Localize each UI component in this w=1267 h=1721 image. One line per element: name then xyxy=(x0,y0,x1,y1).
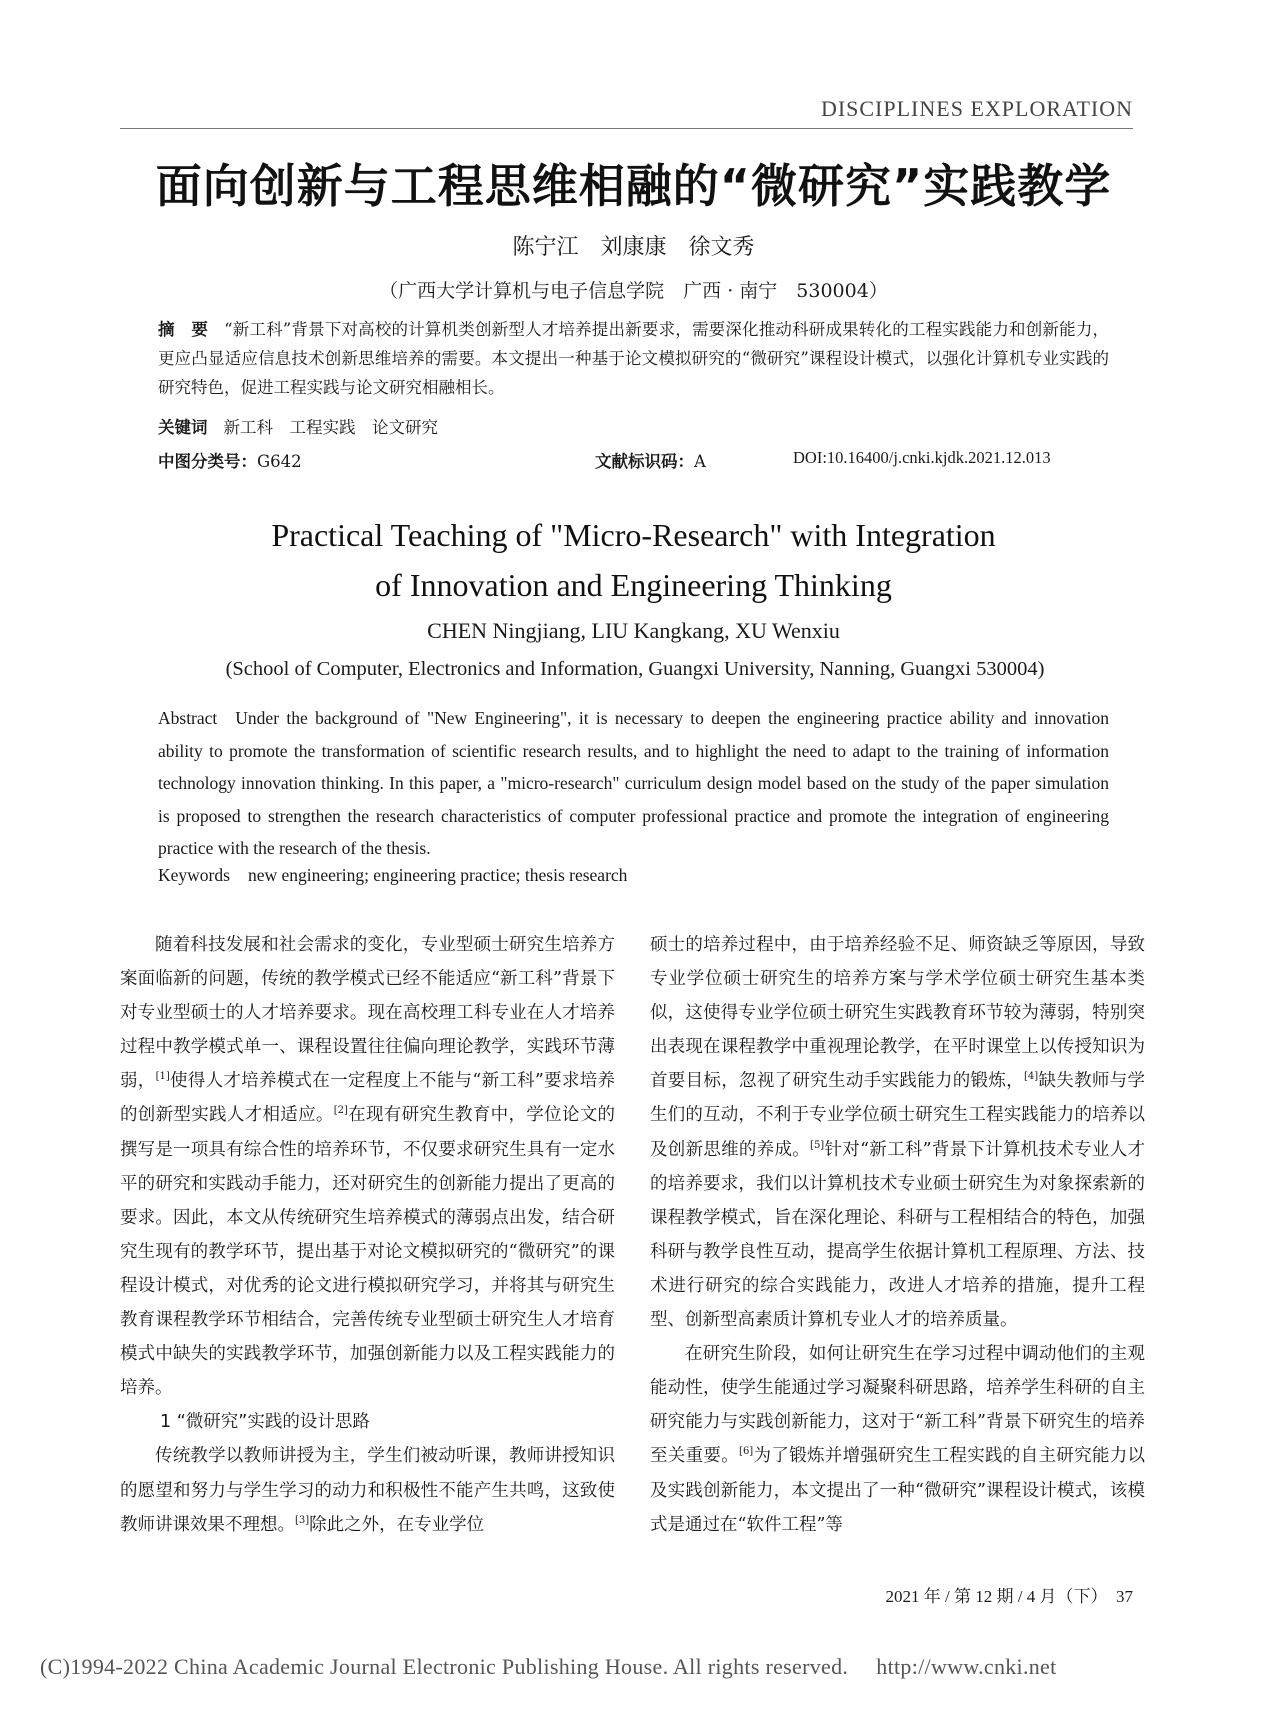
english-affiliation: (School of Computer, Electronics and Information, Guangxi University, Nanning, Guangxi 530004) xyxy=(225,658,1045,680)
section-heading: 1 “微研究”实践的设计思路 xyxy=(160,1412,370,1433)
clc-value: G642 xyxy=(257,452,302,471)
english-keywords-label: Keywords xyxy=(158,865,230,885)
text-run: 传统教学以教师讲授为主，学生们被动听课，教师讲授知识的愿望和努力与学生学习的动力和积极性不能产生共鸣，这致使教师讲课效果不理想。 xyxy=(120,1446,615,1535)
chinese-keywords-text: 新工科 工程实践 论文研究 xyxy=(223,418,438,437)
body-paragraph xyxy=(120,928,615,1405)
chinese-affiliation: （广西大学计算机与电子信息学院 广西 · 南宁 530004） xyxy=(379,280,888,302)
chinese-abstract xyxy=(158,315,1109,402)
text-run: 针对“新工科”背景下计算机技术专业人才的培养要求，我们以计算机技术专业硕士研究生为对象探索新的课程教学模式，旨在深化理论、科研与工程相结合的特色，加强科研与教学良性互动，提高学生依据计算机工程原理、方法、技术进行研究的综合实践能力，改进人才培养的措施，提升工程型、创新型高素质计算机专业人才的培养质量。 xyxy=(650,1139,1145,1331)
doi: DOI:10.16400/j.cnki.kjdk.2021.12.013 xyxy=(793,448,1051,467)
chinese-title: 面向创新与工程思维相融的“微研究”实践教学 xyxy=(155,159,1112,213)
document-code-label: 文献标识码： xyxy=(595,452,694,471)
chinese-abstract-text: “新工科”背景下对高校的计算机类创新型人才培养提出新要求，需要深化推动科研成果转化的工程实践能力和创新能力，更应凸显适应信息技术创新思维培养的需要。本文提出一种基于论文模拟研究的“微研究”课程设计模式，以强化计算机专业实践的研究特色，促进工程实践与论文研究相融相长。 xyxy=(158,320,1110,397)
body-column-right xyxy=(650,928,1145,1542)
english-title xyxy=(120,510,1147,610)
body-paragraph xyxy=(650,928,1145,1337)
citation-ref: [1] xyxy=(155,1071,170,1083)
chinese-keywords xyxy=(158,414,438,438)
page-footer: 2021 年 / 第 12 期 / 4 月（下） 37 xyxy=(885,1587,1133,1606)
english-title-line-1: Practical Teaching of "Micro-Research" with Integration xyxy=(271,517,996,553)
body-paragraph xyxy=(650,1337,1145,1542)
english-abstract xyxy=(158,702,1109,865)
citation-ref: [6] xyxy=(739,1446,754,1458)
chinese-abstract-label: 摘 要 xyxy=(158,320,209,339)
citation-ref: [3] xyxy=(295,1514,310,1526)
document-code xyxy=(595,448,706,472)
citation-ref: [4] xyxy=(1023,1071,1039,1083)
english-title-line-2: of Innovation and Engineering Thinking xyxy=(375,567,892,603)
text-run: 随着科技发展和社会需求的变化，专业型硕士研究生培养方案面临新的问题，传统的教学模式已经不能适应“新工科”背景下对专业型硕士的人才培养要求。现在高校理工科专业在人才培养过程中教学模式单一、课程设置往往偏向理论教学，实践环节薄弱， xyxy=(120,935,615,1092)
clc-label: 中图分类号： xyxy=(158,452,257,471)
header-divider xyxy=(120,128,1133,129)
section-tag: DISCIPLINES EXPLORATION xyxy=(820,96,1133,121)
text-run: 在研究生阶段，如何让研究生在学习过程中调动他们的主观能动性，使学生能通过学习凝聚科研思路，培养学生科研的自主研究能力与实践创新能力，这对于“新工科”背景下研究生的培养至关重要。 xyxy=(650,1344,1145,1467)
english-abstract-label: Abstract xyxy=(158,708,218,728)
text-run: 缺失教师与学生们的互动，不利于专业学位硕士研究生工程实践能力的培养以及创新思维的养成。 xyxy=(650,1071,1146,1160)
text-run: 使得人才培养模式在一定程度上不能与“新工科”要求培养的创新型实践人才相适应。 xyxy=(120,1071,615,1126)
english-authors: CHEN Ningjiang, LIU Kangkang, XU Wenxiu xyxy=(427,618,840,643)
text-run: 除此之外，在专业学位 xyxy=(309,1514,485,1535)
citation-ref: [5] xyxy=(810,1139,825,1151)
english-keywords-text: new engineering; engineering practice; thesis research xyxy=(247,865,628,885)
text-run: 在现有研究生教育中，学位论文的撰写是一项具有综合性的培养环节，不仅要求研究生具有一定水平的研究和实践动手能力，还对研究生的创新能力提出了更高的要求。因此，本文从传统研究生培养模式的薄弱点出发，结合研究生现有的教学环节，提出基于对论文模拟研究的“微研究”的课程设计模式，对优秀的论文进行模拟研究学习，并将其与研究生教育课程教学环节相结合，完善传统专业型硕士研究生人才培育模式中缺失的实践教学环节，加强创新能力以及工程实践能力的培养。 xyxy=(120,1105,616,1399)
clc-number xyxy=(158,448,302,472)
citation-ref: [2] xyxy=(333,1105,348,1117)
copyright-notice: (C)1994-2022 China Academic Journal Electronic Publishing House. All rights reserved. http://www.cnki.net xyxy=(40,1654,1057,1679)
document-code-value: A xyxy=(694,452,706,471)
text-run: 为了锻炼并增强研究生工程实践的自主研究能力以及实践创新能力，本文提出了一种“微研究”课程设计模式，该模式是通过在“软件工程”等 xyxy=(650,1446,1146,1535)
text-run: 硕士的培养过程中，由于培养经验不足、师资缺乏等原因，导致专业学位硕士研究生的培养方案与学术学位硕士研究生基本类似，这使得专业学位硕士研究生实践教育环节较为薄弱，特别突出表现在课程教学中重视理论教学，在平时课堂上以传授知识为首要目标，忽视了研究生动手实践能力的锻炼， xyxy=(650,935,1145,1092)
english-keywords xyxy=(158,865,627,886)
chinese-authors: 陈宁江 刘康康 徐文秀 xyxy=(512,235,755,260)
chinese-keywords-label: 关键词 xyxy=(158,418,208,437)
body-column-left xyxy=(120,928,615,1542)
english-abstract-text: Under the background of "New Engineering", it is necessary to deepen the engineering practice ability and innovation ability to promote the transformation of scientific research results, and to highlight the need to adapt to the training of information technology innovation thinking. In this paper, a "micro-research" curriculum design model based on the study of the paper simulation is proposed to strengthen the research characteristics of computer professional practice and promote the integration of engineering practice with the research of the thesis. xyxy=(158,708,1109,858)
body-paragraph xyxy=(120,1439,615,1541)
